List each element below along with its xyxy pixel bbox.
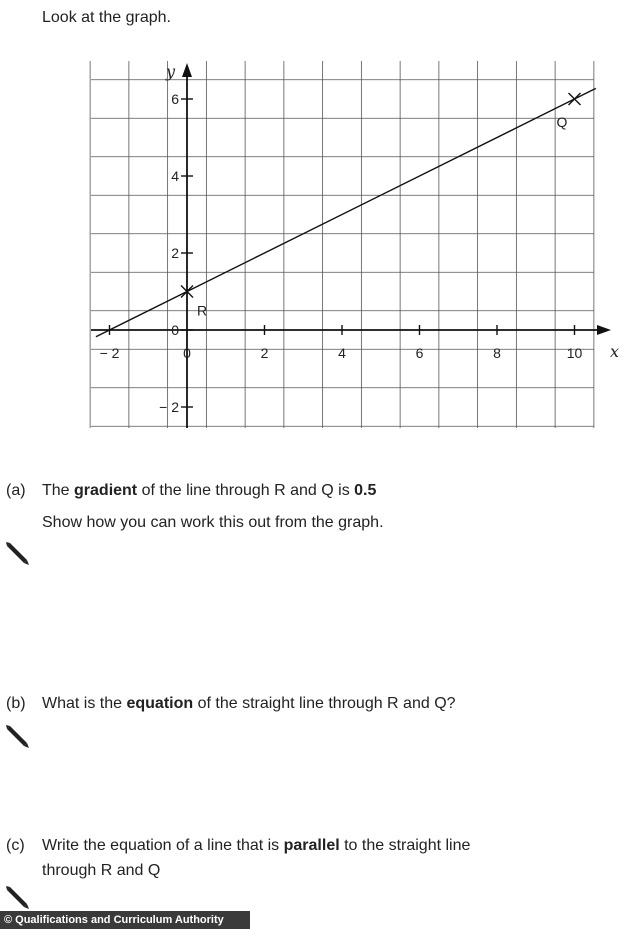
x-tick-label: 4 bbox=[338, 345, 346, 361]
part-c-line1: Write the equation of a line that is parallel to the straight line bbox=[42, 837, 471, 854]
y-axis-arrow bbox=[182, 63, 192, 77]
pencil-icon bbox=[4, 723, 30, 749]
copyright-footer: © Qualifications and Curriculum Authority bbox=[0, 911, 250, 929]
x-axis-arrow bbox=[597, 325, 611, 335]
part-b-text: What is the equation of the straight line through R and Q? bbox=[42, 695, 456, 712]
x-tick-label: − 2 bbox=[99, 345, 120, 361]
x-tick-label: 10 bbox=[566, 345, 583, 361]
x-tick-label: 2 bbox=[260, 345, 269, 361]
pencil-icon bbox=[4, 540, 30, 566]
part-c-label: (c) bbox=[6, 837, 25, 854]
intro-text: Look at the graph. bbox=[42, 9, 171, 26]
x-tick-label: 0 bbox=[183, 345, 191, 361]
y-axis-label: y bbox=[166, 62, 176, 81]
x-axis-label: x bbox=[610, 342, 620, 361]
y-tick-label: − 2 bbox=[159, 399, 179, 415]
x-tick-label: 6 bbox=[415, 345, 424, 361]
part-c-line2: through R and Q bbox=[42, 862, 161, 879]
point-label-r: R bbox=[197, 302, 208, 319]
x-tick-label: 8 bbox=[493, 345, 501, 361]
point-cross-q bbox=[569, 93, 581, 105]
part-a-line2: Show how you can work this out from the graph. bbox=[42, 514, 384, 531]
y-tick-label: 4 bbox=[171, 168, 179, 184]
part-a-line1: The gradient of the line through R and Q is 0.5 bbox=[42, 482, 377, 499]
y-tick-label: 2 bbox=[171, 245, 179, 261]
part-b-label: (b) bbox=[6, 695, 26, 712]
part-a-label: (a) bbox=[6, 482, 26, 499]
point-label-q: Q bbox=[556, 114, 568, 130]
y-tick-label: 0 bbox=[171, 322, 179, 338]
y-tick-label: 6 bbox=[171, 91, 179, 107]
pencil-icon bbox=[4, 884, 30, 910]
series-line bbox=[96, 88, 596, 336]
line-graph bbox=[0, 0, 634, 440]
